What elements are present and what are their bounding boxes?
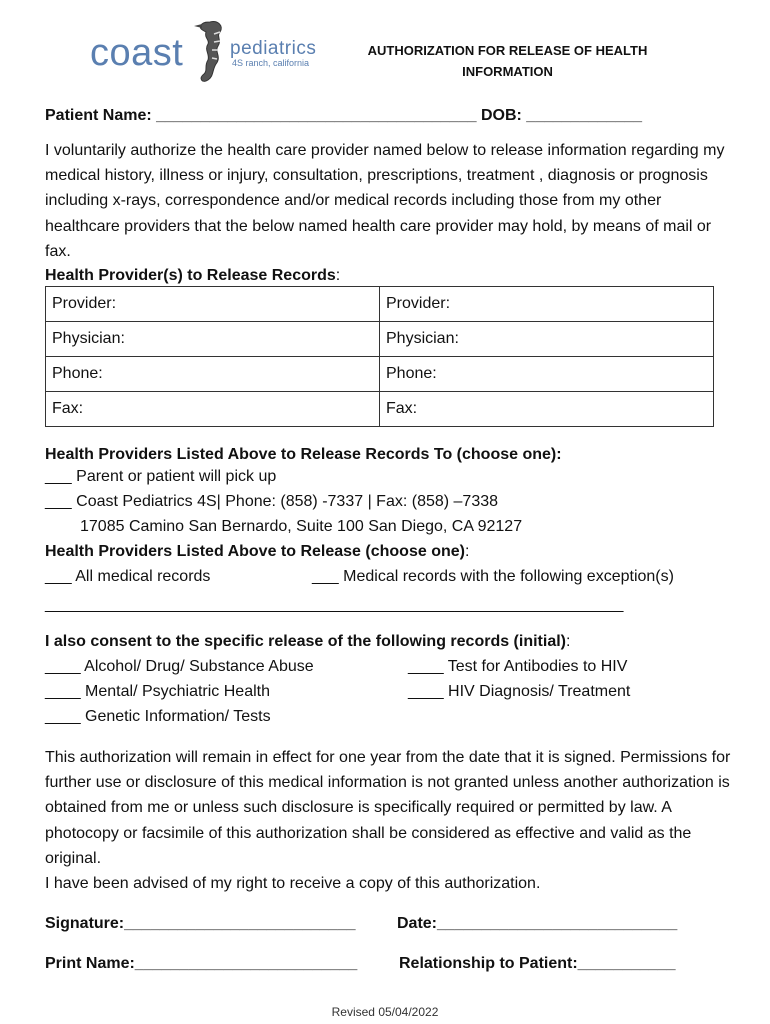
logo-sub: pediatrics — [230, 38, 317, 59]
providers-table — [45, 286, 714, 427]
consent-substance-abuse[interactable]: ____ Alcohol/ Drug/ Substance Abuse — [45, 658, 314, 675]
provider-field-2[interactable]: Provider: — [380, 287, 714, 322]
option-pick-up[interactable]: ___ Parent or patient will pick up — [45, 468, 277, 485]
providers-heading — [45, 263, 340, 288]
physician-field-2[interactable]: Physician: — [380, 322, 714, 357]
release-what-heading-colon: : — [464, 543, 470, 560]
date-field[interactable]: ___________________________ — [437, 915, 678, 932]
signature-field[interactable]: __________________________ — [124, 915, 356, 932]
page-title: AUTHORIZATION FOR RELEASE OF HEALTH INFORMATION — [367, 43, 648, 79]
signature-label: Signature: — [45, 915, 125, 932]
patient-line — [45, 103, 642, 128]
release-what-heading — [45, 539, 469, 564]
clinic-address: 17085 Camino San Bernardo, Suite 100 San Diego, CA 92127 — [80, 518, 523, 535]
logo-location: 4S ranch, california — [232, 58, 310, 68]
release-what-heading-text: Health Providers Listed Above to Release (choose one) — [45, 543, 465, 560]
patient-name-field[interactable]: ____________________________________ — [156, 107, 477, 124]
option-coast-pediatrics[interactable]: ___ Coast Pediatrics 4S| Phone: (858) -7337 | Fax: (858) –7338 — [45, 493, 499, 510]
phone-field-1[interactable]: Phone: — [46, 357, 380, 392]
consent-hiv-diagnosis[interactable]: ____ HIV Diagnosis/ Treatment — [408, 683, 631, 700]
consent-heading-colon: : — [566, 633, 571, 650]
table-row — [46, 392, 714, 427]
table-row — [46, 322, 714, 357]
phone-field-2[interactable]: Phone: — [380, 357, 714, 392]
print-name-field[interactable]: _________________________ — [134, 955, 358, 972]
print-name-line — [45, 951, 357, 976]
advised-text: I have been advised of my right to receive a copy of this authorization. — [45, 875, 541, 892]
option-exceptions[interactable]: ___ Medical records with the following exception(s) — [312, 568, 674, 585]
option-all-records[interactable]: ___ All medical records — [45, 568, 211, 585]
physician-field-1[interactable]: Physician: — [46, 322, 380, 357]
release-to-heading: Health Providers Listed Above to Release Records To (choose one): — [45, 446, 562, 463]
provider-field-1[interactable]: Provider: — [46, 287, 380, 322]
date-label: Date: — [397, 915, 438, 932]
seahorse-icon — [192, 18, 228, 86]
revision-date: Revised 05/04/2022 — [331, 1005, 439, 1019]
table-row — [46, 357, 714, 392]
consent-genetic[interactable]: ____ Genetic Information/ Tests — [45, 708, 271, 725]
signature-line — [45, 911, 355, 936]
dob-field[interactable]: _____________ — [526, 107, 642, 124]
patient-name-label: Patient Name: — [45, 107, 152, 124]
effect-paragraph: This authorization will remain in effect for one year from the date that it is signed. Permissions for further use or disclosure of this medical information is not granted unless another authorization is obtained from me or unless such disclosure is specifically required or permitted by law. A photocopy or facsimile of this authorization shall be considered as effective and valid as the original. — [45, 749, 731, 867]
date-line — [397, 911, 677, 936]
relationship-field[interactable]: ___________ — [577, 955, 676, 972]
providers-heading-text: Health Provider(s) to Release Records — [45, 267, 336, 284]
dob-label: DOB: — [480, 107, 522, 124]
logo-word: coast — [90, 32, 184, 74]
fax-field-2[interactable]: Fax: — [380, 392, 714, 427]
exceptions-field[interactable]: _________________________________________________________________ — [45, 596, 624, 613]
consent-mental-health[interactable]: ____ Mental/ Psychiatric Health — [45, 683, 270, 700]
relationship-label: Relationship to Patient: — [399, 955, 578, 972]
intro-paragraph: I voluntarily authorize the health care provider named below to release information regarding my medical history, illness or injury, consultation, prescriptions, treatment , diagnosis or prognosis including x-rays, correspondence and/or medical records including those from my other healthcare providers that the below named health care provider may hold, by means of mail or fax. — [45, 142, 725, 260]
table-row — [46, 287, 714, 322]
consent-hiv-antibodies[interactable]: ____ Test for Antibodies to HIV — [408, 658, 628, 675]
consent-heading — [45, 629, 570, 654]
logo — [90, 18, 335, 88]
consent-heading-text: I also consent to the specific release of the following records (initial) — [45, 633, 566, 650]
relationship-line — [399, 951, 676, 976]
print-name-label: Print Name: — [45, 955, 135, 972]
providers-heading-colon: : — [335, 267, 341, 284]
fax-field-1[interactable]: Fax: — [46, 392, 380, 427]
